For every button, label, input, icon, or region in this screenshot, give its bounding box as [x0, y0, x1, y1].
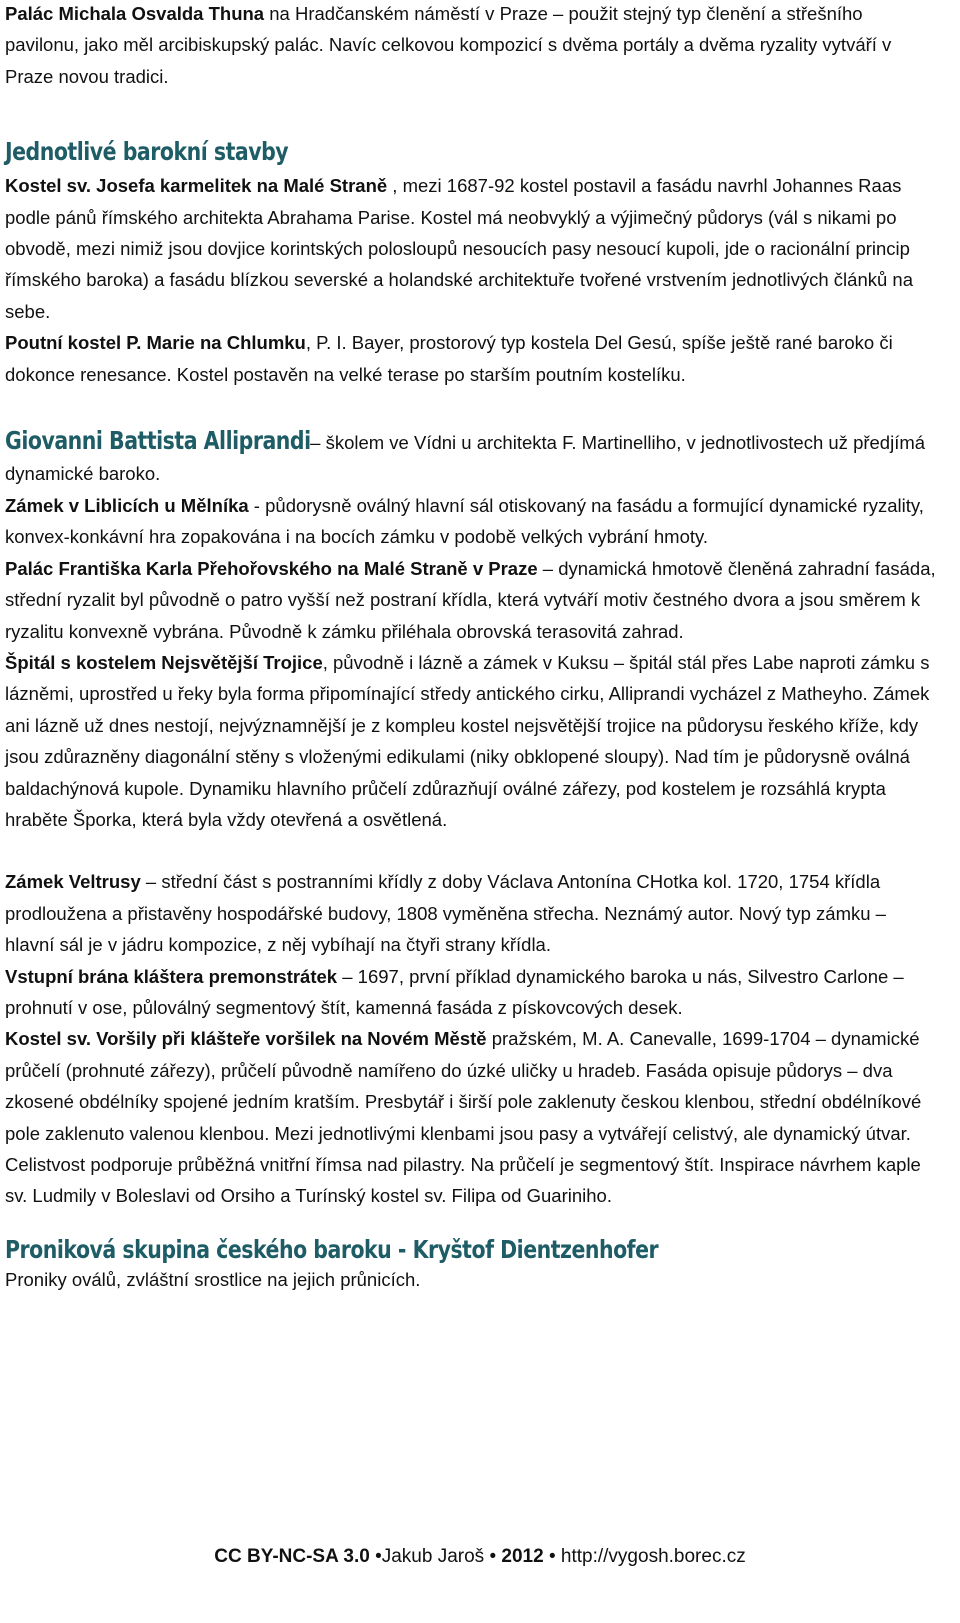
paragraph-text: – školem ve Vídni u architekta F. Martinelliho, v jednotlivostech už předjímá dynamické baroko.: [5, 432, 926, 485]
paragraph-text: , P. I. Bayer, prostorový typ kostela Del Gesú, spíše ještě rané baroko či dokonce renesance. Kostel postavěn na velké terase po starším poutním kostelíku.: [5, 332, 893, 385]
heading-alliprandi: Giovanni Battista Alliprandi: [5, 426, 311, 456]
paragraph-chlumek: [5, 327, 940, 390]
footer-year: 2012: [501, 1546, 544, 1567]
section-heading: [5, 1232, 940, 1268]
term-st-joseph: Kostel sv. Josefa karmelitek na Malé Straně: [5, 175, 388, 197]
paragraph-kuks: [5, 647, 940, 835]
document-page: [5, 0, 940, 1295]
page-footer: [0, 1542, 960, 1572]
paragraph-text: – dynamická hmotově členěná zahradní fasáda, střední ryzalit byl původně o patro vyšší než postraní křídla, která vytváří motiv čestného dvora a jsou směrem k ryzalitu konvexně vybrána. Původně k zámku přiléhala obrovská terasovitá zahrad.: [5, 557, 936, 642]
heading-baroque-buildings: Jednotlivé barokní stavby: [5, 137, 289, 167]
footer-separator: •: [543, 1546, 561, 1567]
paragraph-prehorovsky: [5, 553, 940, 647]
footer-author: Jakub Jaroš: [381, 1546, 485, 1567]
paragraph-text: , původně i lázně a zámek v Kuksu – špitál stál přes Labe naproti zámku s lázněmi, uprostřed u řeky byla forma připomínající středy antického cirku, Alliprandi vycházel z Matheyho. Zámek ani lázně už dnes nestojí, nejvýznamnější je z kompleu kostel nejsvětější trojice na půdorysu řeského kříže, kdy jsou zdůrazněny diagonální stěny s vloženými edikulami (niky obklopené sloupy). Nad tím je půdorysně oválná baldachýnová kupole. Dynamiku hlavního průčelí zdůrazňují oválné zářezy, pod kostelem je rozsáhlá krypta hraběte Šporka, která byla vždy otevřená a osvětlená.: [5, 651, 930, 830]
paragraph-text: - půdorysně oválný hlavní sál otiskovaný na fasádu a formující dynamické ryzality, konvex-konkávní hra zopakována i na bocích zámku v podobě velkých vybrání hmoty.: [5, 494, 924, 548]
footer-url: http://vygosh.borec.cz: [560, 1546, 746, 1567]
paragraph-dientzenhofer: [5, 1264, 940, 1295]
term-chlumek: Poutní kostel P. Marie na Chlumku: [5, 332, 306, 354]
paragraph-text: – střední část s postranními křídly z doby Václava Antonína CHotka kol. 1720, 1754 křídla prodloužena a přistavěny hospodářské budovy, 1808 vyměněna střecha. Neznámý autor. Nový typ zámku – hlavní sál je v jádru kompozice, z něj vybíhají na čtyři strany křídla.: [5, 871, 886, 956]
paragraph-text: na Hradčanském náměstí v Praze – použit stejný typ členění a střešního pavilonu, jako měl arcibiskupský palác. Navíc celkovou kompozicí s dvěma portály a dvěma ryzality vytváří v Praze novou tradici.: [5, 3, 892, 87]
term-premonstratensian-gate: Vstupní brána kláštera premonstrátek: [5, 965, 338, 987]
paragraph-alliprandi-intro: [5, 425, 940, 490]
heading-dientzenhofer: Proniková skupina českého baroku - Kryštof Dientzenhofer: [5, 1234, 659, 1264]
section-heading: [5, 134, 940, 170]
paragraph-premonstratensian-gate: [5, 961, 940, 1024]
paragraph-thun-palace: [5, 0, 940, 92]
paragraph-st-ursula: [5, 1023, 940, 1211]
term-st-ursula: Kostel sv. Voršily při klášteře voršilek na Novém Městě: [5, 1028, 487, 1050]
paragraph-text: pražském, M. A. Canevalle, 1699-1704 – dynamické průčelí (prohnuté zářezy), průčelí původně namířeno do úzké uličky u hradeb. Fasáda opisuje půdorys – dva zkosené obdélníky spojené jedním kratším. Presbytář i širší pole zaklenuty českou klenbou, střední obdélníkové pole zaklenuto valenou klenbou. Mezi jednotlivými klenbami jsou pasy a vytvářejí celistvý, ale dynamický útvar. Celistvost podporuje průběžná vnitřní římsa nad pilastry. Na průčelí je segmentový štít. Inspirace návrhem kaple sv. Ludmily v Boleslavi od Orsiho a Turínský kostel sv. Filipa od Guariniho.: [5, 1028, 922, 1207]
term-prehorovsky: Palác Františka Karla Přehořovského na Malé Straně v Praze: [5, 557, 538, 579]
section-buildings-continued: [5, 866, 940, 1211]
term-liblice: Zámek v Liblicích u Mělníka: [5, 494, 249, 516]
footer-separator: •: [369, 1546, 382, 1567]
section-dientzenhofer: [5, 1232, 940, 1295]
paragraph-st-joseph: [5, 170, 940, 327]
paragraph-liblice: [5, 490, 940, 553]
section-baroque-buildings: [5, 134, 940, 390]
footer-license: CC BY-NC-SA 3.0: [214, 1546, 370, 1567]
paragraph-text: Proniky oválů, zvláštní srostlice na jejich průnicích.: [5, 1268, 421, 1290]
paragraph-text: – 1697, první příklad dynamického baroka u nás, Silvestro Carlone – prohnutí v ose, půloválný segmentový štít, kamenná fasáda z pískovcových desek.: [5, 965, 904, 1018]
term-thun-palace: Palác Michala Osvalda Thuna: [5, 3, 265, 24]
term-kuks: Špitál s kostelem Nejsvětější Trojice: [5, 651, 323, 673]
term-veltrusy: Zámek Veltrusy: [5, 871, 141, 893]
paragraph-text: , mezi 1687-92 kostel postavil a fasádu navrhl Johannes Raas podle pánů římského architekta Abrahama Parise. Kostel má neobvyklý a výjimečný půdorys (vál s nikami po obvodě, mezi nimiž jsou dovjice korintských polosloupů nesoucích pasy nesoucí kupoli, jde o racionální princip římského baroka) a fasádu blízkou severské a holandské architektuře tvořené vrstvením jednotlivých článků na sebe.: [5, 175, 913, 322]
footer-separator: •: [484, 1546, 502, 1567]
section-alliprandi: [5, 425, 940, 835]
paragraph-veltrusy: [5, 866, 940, 960]
